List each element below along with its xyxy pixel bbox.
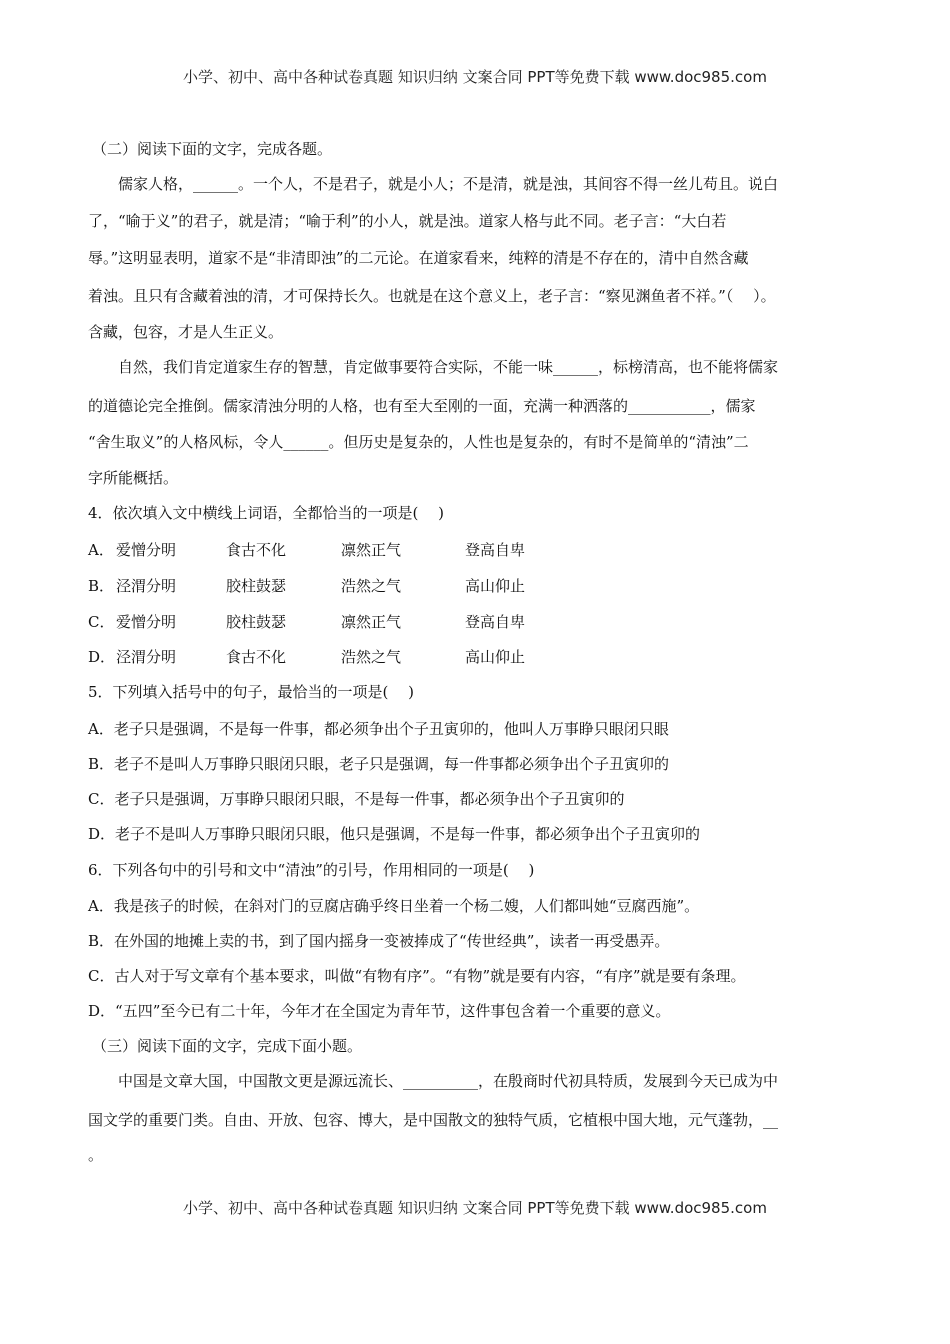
option-word: 泾渭分明	[116, 577, 177, 595]
section-3-heading: （三）阅读下面的文字，完成下面小题。	[92, 1037, 363, 1055]
question-5-option-a[interactable]: A．老子只是强调，不是每一件事，都必须争出个子丑寅卯的，他叫人万事睁只眼闭只眼	[88, 720, 669, 738]
option-word: 爱憎分明	[116, 541, 177, 559]
option-letter: C．	[88, 613, 115, 631]
question-5-stem: 5．下列填入括号中的句子，最恰当的一项是( )	[88, 683, 415, 701]
passage-line: 儒家人格，______。一个人，不是君子，就是小人；不是清，就是浊，其间容不得一丝儿苟且。说白	[118, 175, 779, 193]
passage-line: 的道德论完全推倒。儒家清浊分明的人格，也有至大至刚的一面，充满一种洒落的___________，儒家	[88, 397, 756, 415]
option-word: 高山仰止	[465, 648, 526, 666]
passage-line: 辱。”这明显表明，道家不是“非清即浊”的二元论。在道家看来，纯粹的清是不存在的，清中自然含藏	[88, 249, 749, 267]
passage-line: 自然，我们肯定道家生存的智慧，肯定做事要符合实际，不能一味______，标榜清高，也不能将儒家	[118, 358, 779, 376]
question-6-stem: 6．下列各句中的引号和文中“清浊”的引号，作用相同的一项是( )	[88, 861, 535, 879]
question-6-option-a[interactable]: A．我是孩子的时候，在斜对门的豆腐店确乎终日坐着一个杨二嫂，人们都叫她“豆腐西施”。	[88, 897, 700, 915]
option-letter: B．	[88, 577, 115, 595]
option-word: 胶柱鼓瑟	[226, 577, 287, 595]
question-5-option-b[interactable]: B．老子不是叫人万事睁只眼闭只眼，老子只是强调，每一件事都必须争出个子丑寅卯的	[88, 755, 670, 773]
section-2-heading: （二）阅读下面的文字，完成各题。	[92, 140, 333, 158]
question-6-option-b[interactable]: B．在外国的地摊上卖的书，到了国内摇身一变被捧成了“传世经典”，读者一再受愚弄。	[88, 932, 670, 950]
option-word: 登高自卑	[465, 541, 526, 559]
passage-line: 字所能概括。	[88, 469, 179, 487]
option-word: 食古不化	[226, 541, 287, 559]
option-word: 爱憎分明	[116, 613, 177, 631]
option-word: 凛然正气	[341, 541, 402, 559]
option-letter: A．	[88, 541, 114, 559]
option-letter: D．	[88, 648, 116, 666]
passage-line: 着浊。且只有含藏着浊的清，才可保持长久。也就是在这个意义上，老子言：“察见渊鱼者不祥。”（ ）。	[88, 287, 776, 305]
passage-line: “舍生取义”的人格风标，令人______。但历史是复杂的，人性也是复杂的，有时不是简单的“清浊”二	[88, 433, 749, 451]
option-word: 浩然之气	[341, 577, 402, 595]
header-banner: 小学、初中、高中各种试卷真题 知识归纳 文案合同 PPT等免费下载 www.doc985.com	[183, 68, 767, 86]
passage-line: 了，“喻于义”的君子，就是清；“喻于利”的小人，就是浊。道家人格与此不同。老子言：“大白若	[88, 212, 727, 230]
option-word: 泾渭分明	[116, 648, 177, 666]
option-word: 浩然之气	[341, 648, 402, 666]
passage-line: 。	[88, 1146, 104, 1164]
footer-banner: 小学、初中、高中各种试卷真题 知识归纳 文案合同 PPT等免费下载 www.doc985.com	[183, 1199, 767, 1217]
option-word: 高山仰止	[465, 577, 526, 595]
question-6-option-c[interactable]: C．古人对于写文章有个基本要求，叫做“有物有序”。“有物”就是要有内容，“有序”就是要有条理。	[88, 967, 746, 985]
passage-line: 国文学的重要门类。自由、开放、包容、博大，是中国散文的独特气质，它植根中国大地，元气蓬勃，__	[88, 1111, 779, 1129]
option-word: 凛然正气	[341, 613, 402, 631]
passage-line: 含藏，包容，才是人生正义。	[88, 323, 284, 341]
question-5-option-c[interactable]: C．老子只是强调，万事睁只眼闭只眼，不是每一件事，都必须争出个子丑寅卯的	[88, 790, 625, 808]
passage-line: 中国是文章大国，中国散文更是源远流长、__________，在殷商时代初具特质，发展到今天已成为中	[118, 1072, 779, 1090]
option-word: 食古不化	[226, 648, 287, 666]
option-word: 登高自卑	[465, 613, 526, 631]
question-5-option-d[interactable]: D．老子不是叫人万事睁只眼闭只眼，他只是强调，不是每一件事，都必须争出个子丑寅卯的	[88, 825, 701, 843]
option-word: 胶柱鼓瑟	[226, 613, 287, 631]
question-6-option-d[interactable]: D．“五四”至今已有二十年，今年才在全国定为青年节，这件事包含着一个重要的意义。	[88, 1002, 671, 1020]
question-4-stem: 4．依次填入文中横线上词语，全都恰当的一项是( )	[88, 504, 445, 522]
